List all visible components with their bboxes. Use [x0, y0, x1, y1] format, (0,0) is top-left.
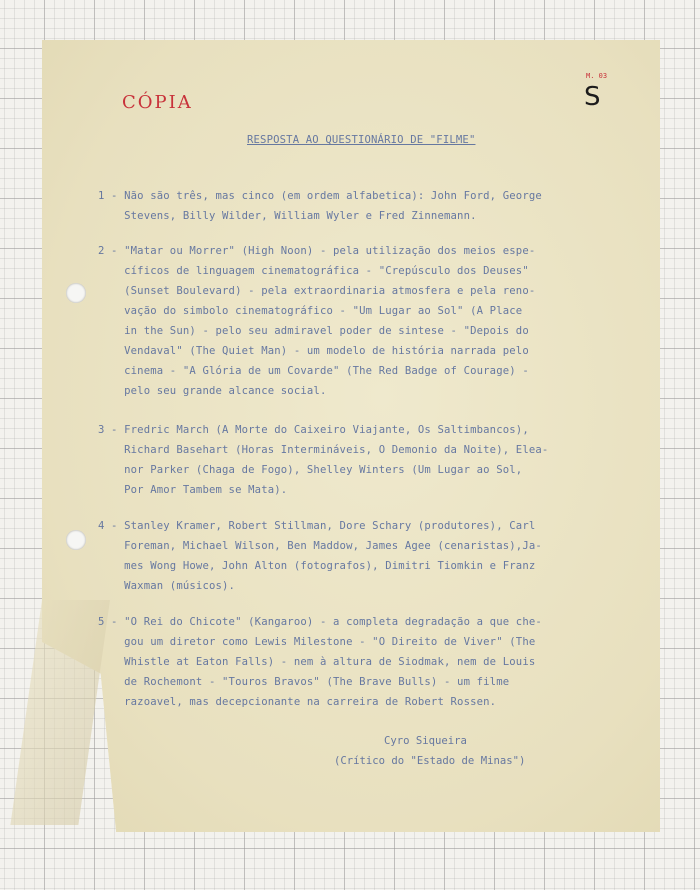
- answer-line: pelo seu grande alcance social.: [98, 385, 327, 397]
- copy-stamp: CÓPIA: [122, 92, 193, 113]
- punch-hole-top: [66, 283, 86, 303]
- punch-hole-bottom: [66, 530, 86, 550]
- answer-line: cíficos de linguagem cinematográfica - "Crepúsculo dos Deuses": [98, 265, 529, 277]
- answer-line: vação do simbolo cinematográfico - "Um Lugar ao Sol" (A Place: [98, 305, 523, 317]
- answer-line: Waxman (músicos).: [98, 580, 236, 592]
- answer-line: (Sunset Boulevard) - pela extraordinaria atmosfera e pela reno-: [98, 285, 536, 297]
- answer-line: Richard Basehart (Horas Intermináveis, O Demonio da Noite), Elea-: [98, 444, 549, 456]
- folio-letter: S: [584, 82, 601, 112]
- answer-line: Vendaval" (The Quiet Man) - um modelo de história narrada pelo: [98, 345, 529, 357]
- answer-line: Foreman, Michael Wilson, Ben Maddow, James Agee (cenaristas),Ja-: [98, 540, 542, 552]
- signature-role: (Crítico do "Estado de Minas"): [334, 755, 526, 767]
- folio-code: M. 03: [586, 72, 608, 80]
- answer-line: Stevens, Billy Wilder, William Wyler e Fred Zinnemann.: [98, 210, 477, 222]
- answer-line: 5 - "O Rei do Chicote" (Kangaroo) - a completa degradação a que che-: [98, 616, 542, 628]
- tape-strip: [10, 600, 110, 825]
- answer-line: Por Amor Tambem se Mata).: [98, 484, 288, 496]
- answer-line: 2 - "Matar ou Morrer" (High Noon) - pela utilização dos meios espe-: [98, 245, 536, 257]
- answer-line: razoavel, mas decepcionante na carreira de Robert Rossen.: [98, 696, 497, 708]
- answer-line: in the Sun) - pelo seu admiravel poder de sintese - "Depois do: [98, 325, 529, 337]
- answer-line: 4 - Stanley Kramer, Robert Stillman, Dore Schary (produtores), Carl: [98, 520, 536, 532]
- answer-line: Whistle at Eaton Falls) - nem à altura de Siodmak, nem de Louis: [98, 656, 536, 668]
- answer-line: cinema - "A Glória de um Covarde" (The Red Badge of Courage) -: [98, 365, 529, 377]
- signature-name: Cyro Siqueira: [384, 735, 467, 747]
- answer-line: 1 - Não são três, mas cinco (em ordem alfabetica): John Ford, George: [98, 190, 542, 202]
- answer-line: nor Parker (Chaga de Fogo), Shelley Winters (Um Lugar ao Sol,: [98, 464, 523, 476]
- answer-line: gou um diretor como Lewis Milestone - "O Direito de Viver" (The: [98, 636, 536, 648]
- answer-line: de Rochemont - "Touros Bravos" (The Brave Bulls) - um filme: [98, 676, 510, 688]
- answer-line: 3 - Fredric March (A Morte do Caixeiro Viajante, Os Saltimbancos),: [98, 424, 529, 436]
- document-title: RESPOSTA AO QUESTIONÁRIO DE "FILME": [247, 134, 476, 146]
- document-sheet: [42, 40, 660, 832]
- answer-line: mes Wong Howe, John Alton (fotografos), Dimitri Tiomkin e Franz: [98, 560, 536, 572]
